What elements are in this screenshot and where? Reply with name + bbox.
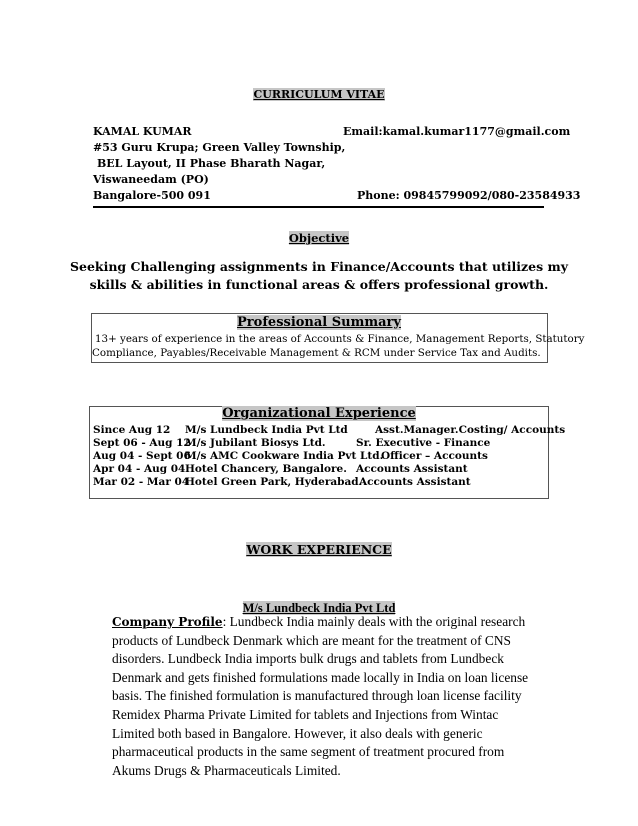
experience-period: Sept 06 - Aug 12	[93, 437, 191, 449]
experience-company: M/s Lundbeck India Pvt Ltd	[185, 424, 348, 436]
experience-role: Accounts Assistant	[359, 476, 471, 488]
document-title: CURRICULUM VITAE	[253, 88, 385, 101]
professional-summary-heading: Professional Summary	[237, 315, 401, 330]
company-profile-label: Company Profile	[112, 615, 223, 629]
professional-summary-heading-wrap	[0, 315, 638, 330]
contact-address-line3: Viswaneedam (PO)	[93, 173, 209, 186]
work-experience-heading-wrap	[0, 542, 638, 557]
document-title-wrap	[0, 88, 638, 101]
company-profile	[112, 613, 542, 780]
experience-period: Aug 04 - Sept 06	[93, 450, 191, 462]
experience-period: Since Aug 12	[93, 424, 171, 436]
experience-role: Accounts Assistant	[356, 463, 468, 475]
header-divider	[93, 206, 544, 208]
organizational-experience-heading-wrap	[0, 406, 638, 421]
experience-company: M/s Jubilant Biosys Ltd.	[185, 437, 326, 449]
contact-address-line4: Bangalore-500 091	[93, 189, 211, 202]
experience-period: Apr 04 - Aug 04	[93, 463, 186, 475]
professional-summary-line1: 13+ years of experience in the areas of Accounts & Finance, Management Reports, Statutory	[95, 333, 585, 345]
objective-line1: Seeking Challenging assignments in Finance/Accounts that utilizes my	[70, 259, 568, 274]
company-profile-text: : Lundbeck India mainly deals with the original research products of Lundbeck Denmark which are meant for the treatment of CNS disorders. Lundbeck India imports bulk drugs and tablets from Lundbeck Denmark and gets finished formulations made locally in India on loan license basis. The finished formulation is manufactured through loan license facility Remidex Pharma Private Limited for tablets and Injections from Wintac Limited both based in Bangalore. However, it also deals with generic pharmaceutical products in the same segment of treatment procured from Akums Drugs & Pharmaceuticals Limited.	[112, 614, 529, 778]
organizational-experience-heading: Organizational Experience	[222, 406, 416, 421]
objective-heading: Objective	[288, 231, 350, 245]
objective-line2: skills & abilities in functional areas & offers professional growth.	[89, 277, 549, 292]
objective-text	[0, 258, 638, 294]
experience-company: Hotel Green Park, Hyderabad.	[185, 476, 363, 488]
contact-phone: Phone: 09845799092/080-23584933	[357, 189, 581, 202]
professional-summary-text	[92, 332, 585, 360]
contact-name: KAMAL KUMAR	[93, 125, 192, 138]
experience-role: Officer – Accounts	[381, 450, 488, 462]
experience-role: Asst.Manager.Costing/ Accounts	[375, 424, 566, 436]
contact-email: Email:kamal.kumar1177@gmail.com	[343, 125, 571, 138]
work-experience-heading: WORK EXPERIENCE	[246, 542, 392, 557]
experience-role: Sr. Executive - Finance	[356, 437, 491, 449]
experience-period: Mar 02 - Mar 04	[93, 476, 190, 488]
objective-heading-wrap	[0, 231, 638, 245]
contact-address-line1: #53 Guru Krupa; Green Valley Township,	[93, 141, 346, 154]
professional-summary-line2: Compliance, Payables/Receivable Management & RCM under Service Tax and Audits.	[92, 347, 541, 359]
experience-company: Hotel Chancery, Bangalore.	[185, 463, 347, 475]
company-heading: M/s Lundbeck India Pvt Ltd	[242, 601, 396, 615]
experience-company: M/s AMC Cookware India Pvt Ltd.	[185, 450, 384, 462]
contact-address-line2: BEL Layout, II Phase Bharath Nagar,	[97, 157, 326, 170]
